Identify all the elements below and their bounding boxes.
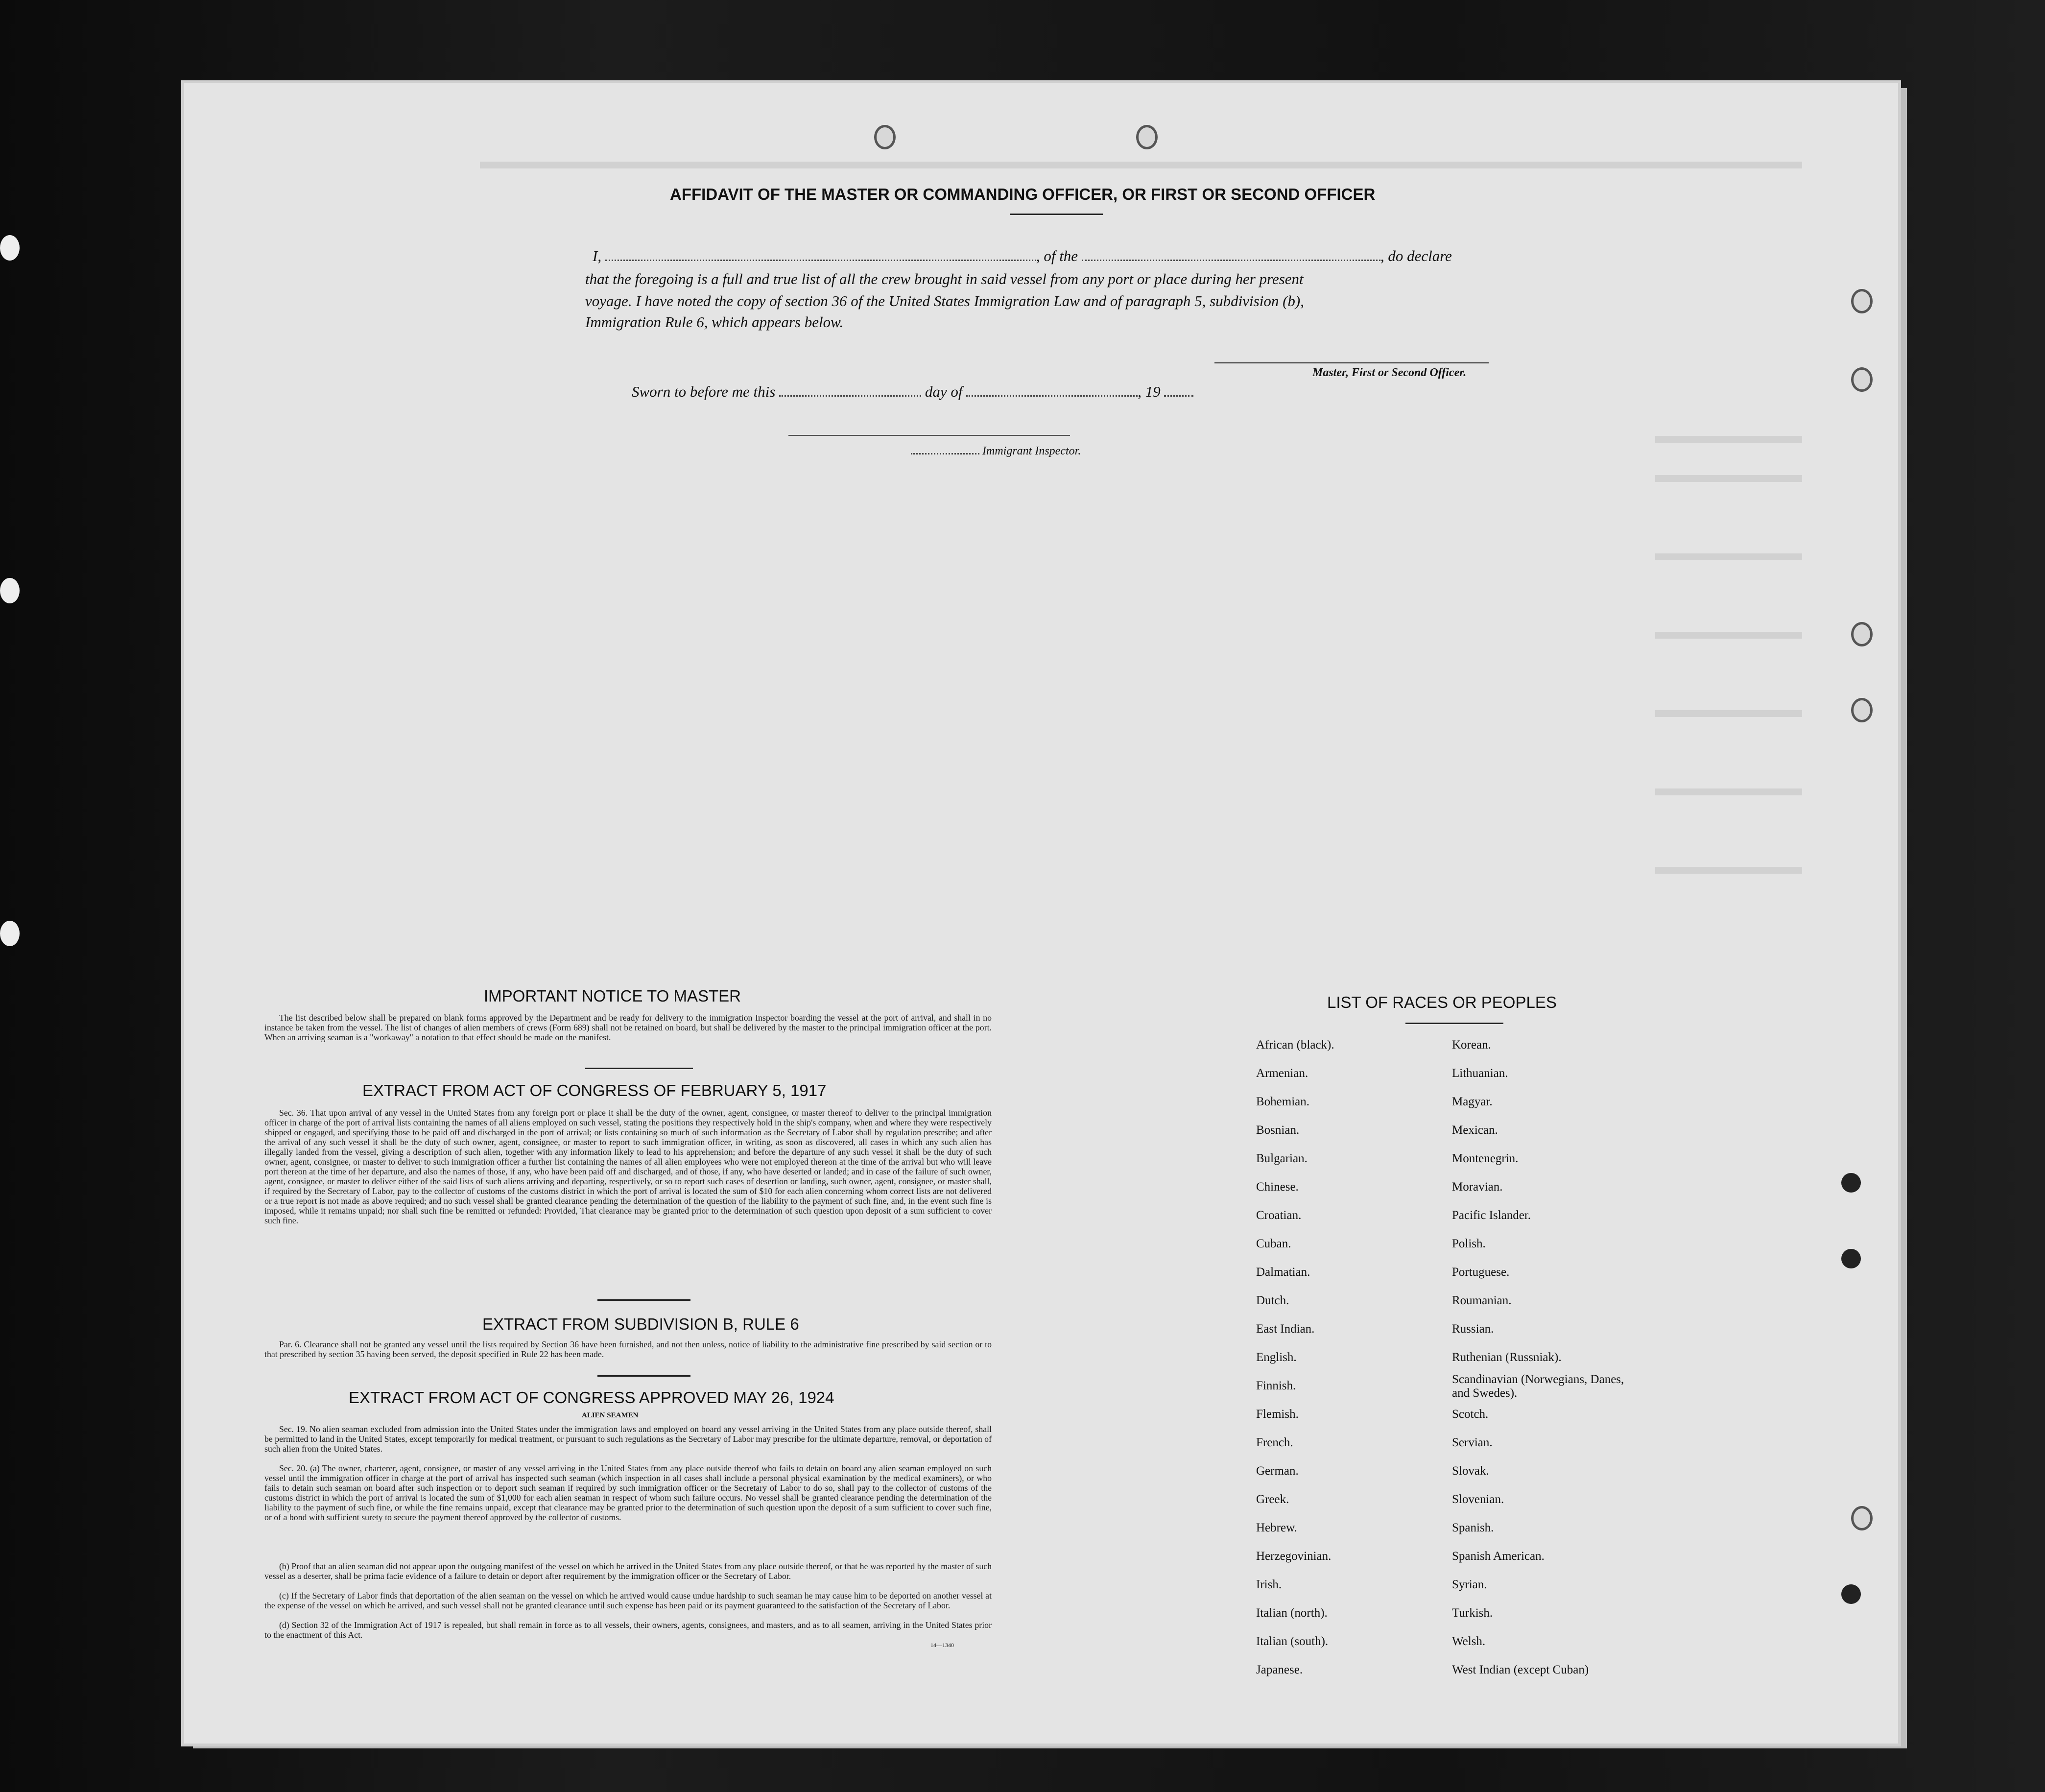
bleed-through (186, 83, 1880, 1063)
sworn-day-of: day of (925, 383, 963, 400)
race-item: Dalmatian. (1256, 1266, 1310, 1279)
race-item: Magyar. (1452, 1095, 1493, 1108)
race-item: Welsh. (1452, 1635, 1486, 1648)
sworn-line (632, 383, 1193, 401)
race-item: Bohemian. (1256, 1095, 1310, 1108)
race-item: West Indian (except Cuban) (1452, 1663, 1589, 1676)
race-item: African (black). (1256, 1038, 1334, 1051)
race-item: Bulgarian. (1256, 1152, 1308, 1165)
race-item: Servian. (1452, 1436, 1493, 1449)
race-item: Polish. (1452, 1237, 1486, 1250)
ink-spot (1841, 1584, 1861, 1604)
extract-rule6-rule (597, 1375, 690, 1377)
race-item: Finnish. (1256, 1379, 1296, 1392)
race-item: Japanese. (1256, 1663, 1303, 1676)
race-item: French. (1256, 1436, 1293, 1449)
extract-1917-title: EXTRACT FROM ACT OF CONGRESS OF FEBRUARY 5, 1917 (362, 1081, 827, 1099)
race-item: Spanish American. (1452, 1550, 1545, 1563)
race-item: Dutch. (1256, 1294, 1289, 1307)
race-item: Slovenian. (1452, 1493, 1504, 1506)
race-item: Roumanian. (1452, 1294, 1512, 1307)
signer-label: Master, First or Second Officer. (1312, 366, 1467, 379)
inspector-line (911, 445, 1081, 458)
race-item: Scandinavian (Norwegians, Danes, and Swedes). (1452, 1373, 1624, 1400)
extract-1924-sec20a: Sec. 20. (a) The owner, charterer, agent, consignee, or master of any vessel arriving in the United States from any place outside thereof who fails to detain on board any alien seaman employed on such vessel until the immigration officer in charge at the port of arrival has inspected such seaman (which inspection in all cases shall include a personal physical examination by the medical examiners), or who fails to detain such seaman on board after such inspection or to deport such seaman if required by such immigration officer or the Secretary of Labor to do so, shall pay to the collector of customs of the customs district in which the port of arrival is located the sum of $1,000 for each alien seaman in respect of whom such failure occurs. No vessel shall be granted clearance pending the determination of the liability to the payment of such fine, or while the fine remains unpaid, except that clearance may be granted prior to the determination of such question upon the deposit of a sum sufficient to cover such fine, or of a bond with sufficient surety to secure the payment thereof approved by the collector of customs. (264, 1463, 992, 1522)
race-item: Italian (north). (1256, 1606, 1328, 1620)
binder-hole (0, 578, 20, 603)
inspector-label: Immigrant Inspector. (982, 445, 1081, 457)
race-item: Flemish. (1256, 1408, 1299, 1421)
affidavit-line-1 (593, 247, 1452, 265)
affidavit-line-3: voyage. I have noted the copy of section 36 of the United States Immigration Law and of paragraph 5, subdivision (b), (585, 292, 1304, 310)
extract-1917-body: Sec. 36. That upon arrival of any vessel in the United States from any foreign port or place it shall be the duty of the owner, agent, consignee, or master thereof to deliver to the principal immigration officer in charge of the port of arrival lists containing the names of all aliens employed on such vessel, stating the positions they respectively hold in the ship's company, when and where they were respectively shipped or engaged, and specifying those to be paid off and discharged in the port of arrival; or lists containing so much of such information as the Secretary of Labor shall by regulation prescribe; and after the arrival of any such vessel it shall be the duty of such owner, agent, consignee, or master to report to such immigration officer, in writing, as soon as discovered, all cases in which any such alien has illegally landed from the vessel, giving a description of such alien, together with any information likely to lead to his apprehension; and before the departure of any such vessel it shall be the duty of such owner, agent, consignee, or master to deliver to such immigration officer a further list containing the names of all alien employees who were not employed thereon at the time of the arrival but who will leave port thereon at the time of her departure, and also the names of those, if any, who have been paid off and discharged, and of those, if any, who have deserted or landed; and in case of the failure of such owner, agent, consignee, or master to deliver either of the said lists of such aliens arriving and departing, respectively, or so to report such cases of desertion or landing, such owner, agent, consignee, or master shall, if required by the Secretary of Labor, pay to the collector of customs of the customs district in which the port of arrival is located the sum of $10 for each alien concerning whom correct lists are not delivered or a true report is not made as above required; and no such vessel shall be granted clearance pending the determination of the question of the liability to the payment of such fine, and, in the event such fine is imposed, while it remains unpaid; nor shall such fine be remitted or refunded: Provided, That clearance may be granted prior to the determination of such question upon deposit of a sum sufficient to cover such fine. (264, 1108, 992, 1225)
race-item: Mexican. (1452, 1123, 1498, 1137)
race-item: Slovak. (1452, 1464, 1489, 1478)
punch-hole-mark (1851, 622, 1873, 646)
race-item: Scotch. (1452, 1408, 1489, 1421)
affidavit-do-declare: , do declare (1380, 247, 1452, 264)
extract-1924-sec20c: (c) If the Secretary of Labor finds that deportation of the alien seaman on the vessel on which he arrived would cause undue hardship to such seaman he may cause him to be deported on another vessel at the expense of the vessel on which he arrived, and such vessel shall not be granted clearance until such expense has been paid or its payment guaranteed to the satisfaction of the Secretary of Labor. (264, 1591, 992, 1610)
races-left-column (1256, 1031, 1334, 1684)
race-item: Portuguese. (1452, 1266, 1510, 1279)
race-item: Italian (south). (1256, 1635, 1329, 1648)
signature-line (1214, 362, 1489, 363)
notice-rule (585, 1068, 693, 1069)
notice-body: The list described below shall be prepared on blank forms approved by the Department and be ready for delivery to the immigration Inspector boarding the vessel at the port of arrival, and shall in no instance be taken from the vessel. The list of changes of alien members of crews (Form 689) shall not be retained on board, but shall be delivered by the master to the principal immigration officer at the port. When an arriving seaman is a "workaway" a notation to that effect should be made on the manifest. (264, 1013, 992, 1042)
race-item: Moravian. (1452, 1180, 1503, 1194)
race-item: Cuban. (1256, 1237, 1291, 1250)
punch-hole-mark (1851, 367, 1873, 392)
ink-spot (1841, 1173, 1861, 1193)
race-item: English. (1256, 1351, 1297, 1364)
sworn-year: , 19 (1138, 383, 1161, 400)
race-item: Herzegovinian. (1256, 1550, 1332, 1563)
race-item: Armenian. (1256, 1067, 1308, 1080)
races-title-rule (1405, 1023, 1503, 1024)
race-item: Syrian. (1452, 1578, 1487, 1591)
sworn-start: Sworn to before me this (632, 383, 776, 400)
race-item: Greek. (1256, 1493, 1289, 1506)
extract-1924-sec20b: (b) Proof that an alien seaman did not appear upon the outgoing manifest of the vessel on which he arrived in the United States from any place outside thereof, or that he was reported by the master of such vessel as a deserter, shall be prima facie evidence of a failure to detain or deport after requirement by the immigration officer or the Secretary of Labor. (264, 1561, 992, 1581)
ink-spot (1841, 1249, 1861, 1268)
race-item: Croatian. (1256, 1209, 1302, 1222)
extract-1924-sec19: Sec. 19. No alien seaman excluded from admission into the United States under the immigration laws and employed on board any vessel arriving in the United States from any place outside thereof, shall be permitted to land in the United States, except temporarily for medical treatment, or pursuant to such regulations as the Secretary of Labor may prescribe for the ultimate departure, removal, or deportation of such alien from the United States. (264, 1424, 992, 1454)
race-item: Spanish. (1452, 1521, 1494, 1534)
notice-title: IMPORTANT NOTICE TO MASTER (484, 987, 741, 1005)
race-item: Lithuanian. (1452, 1067, 1508, 1080)
affidavit-line-2: that the foregoing is a full and true list of all the crew brought in said vessel from any port or place during her present (585, 270, 1304, 287)
race-item: East Indian. (1256, 1322, 1315, 1336)
race-item: Bosnian. (1256, 1123, 1300, 1137)
punch-hole-mark (1851, 1506, 1873, 1530)
punch-hole-mark (874, 125, 896, 149)
race-item: Ruthenian (Russniak). (1452, 1351, 1562, 1364)
affidavit-line-4: Immigration Rule 6, which appears below. (585, 313, 844, 331)
races-right-column (1452, 1031, 1633, 1684)
binder-hole (0, 921, 20, 946)
extract-rule6-title: EXTRACT FROM SUBDIVISION B, RULE 6 (482, 1315, 799, 1333)
race-item: Russian. (1452, 1322, 1494, 1336)
race-item: Turkish. (1452, 1606, 1493, 1620)
affidavit-title-rule (1010, 214, 1103, 215)
race-item: Hebrew. (1256, 1521, 1297, 1534)
extract-1924-subtitle: ALIEN SEAMEN (582, 1411, 639, 1419)
inspector-signature-line (788, 435, 1070, 436)
extract-1924-sec20d: (d) Section 32 of the Immigration Act of 1917 is repealed, but shall remain in force as to all vessels, their owners, agents, consignees, and masters, and as to all seamen, arriving in the United States prior to the enactment of this Act. (264, 1620, 992, 1640)
punch-hole-mark (1136, 125, 1158, 149)
affidavit-of-the: , of the (1036, 247, 1078, 264)
punch-hole-mark (1851, 698, 1873, 722)
race-item: German. (1256, 1464, 1299, 1478)
race-item: Montenegrin. (1452, 1152, 1519, 1165)
race-item: Korean. (1452, 1038, 1491, 1051)
extract-1924-title: EXTRACT FROM ACT OF CONGRESS APPROVED MAY 26, 1924 (349, 1388, 834, 1407)
extract-1917-rule (597, 1299, 690, 1301)
form-code: 14—1340 (930, 1642, 954, 1649)
race-item: Pacific Islander. (1452, 1209, 1531, 1222)
affidavit-i: I, (593, 247, 602, 264)
extract-rule6-body: Par. 6. Clearance shall not be granted any vessel until the lists required by Section 36 have been furnished, and not then unless, notice of liability to the administrative fine prescribed by said section or to that prescribed by section 35 having been served, the deposit specified in Rule 22 has been made. (264, 1339, 992, 1359)
race-item: Chinese. (1256, 1180, 1299, 1194)
punch-hole-mark (1851, 289, 1873, 313)
races-title: LIST OF RACES OR PEOPLES (1327, 993, 1557, 1011)
race-item: Irish. (1256, 1578, 1282, 1591)
affidavit-title: AFFIDAVIT OF THE MASTER OR COMMANDING OFFICER, OR FIRST OR SECOND OFFICER (670, 185, 1376, 203)
binder-hole (0, 235, 20, 261)
